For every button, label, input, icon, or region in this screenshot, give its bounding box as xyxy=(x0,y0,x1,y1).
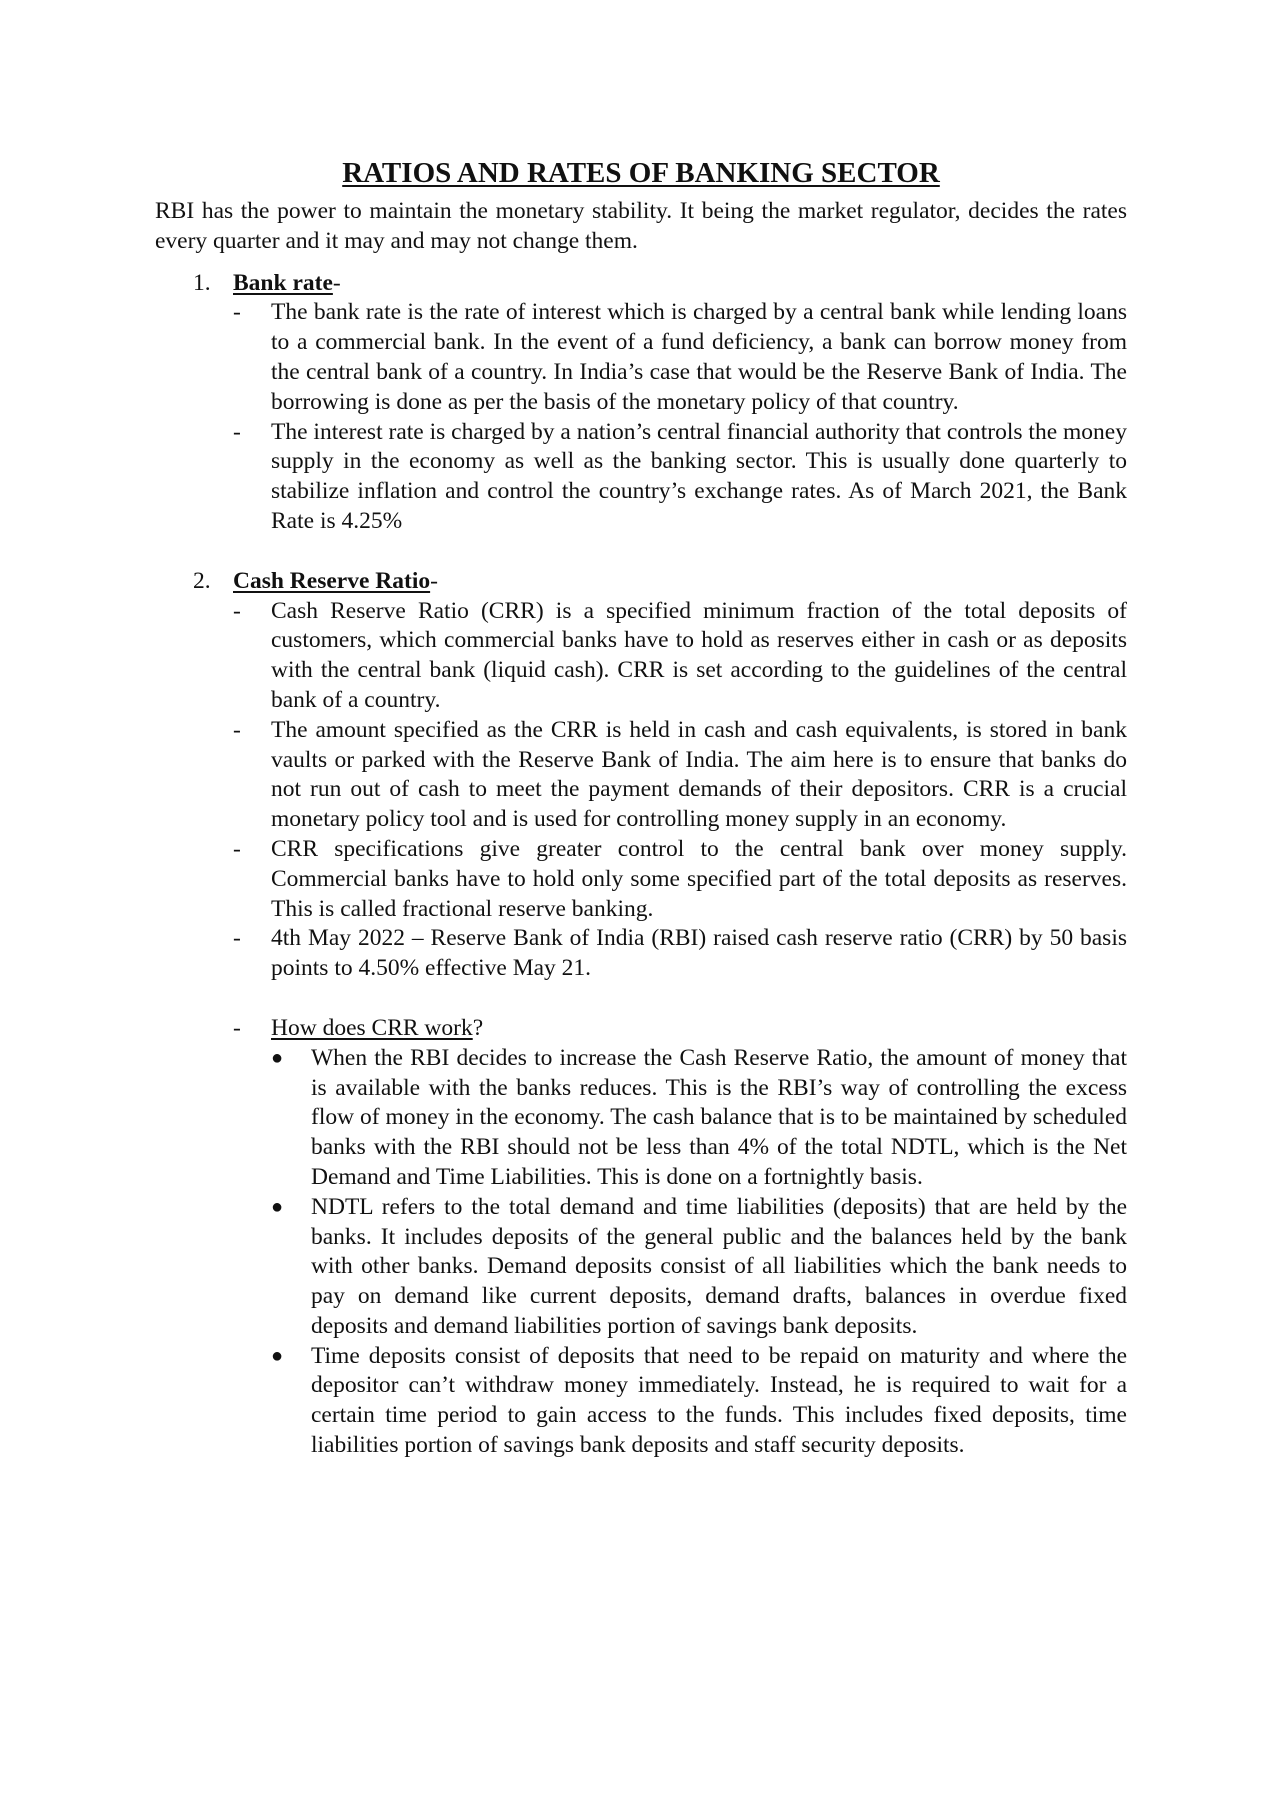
section-heading-row xyxy=(233,567,1127,597)
dash-item-text: Cash Reserve Ratio (CRR) is a specified minimum fraction of the total deposits of customers, which commercial banks have to hold as reserves either in cash or as deposits with the central bank (liquid cash). CRR is set according to the guidelines of the central bank of a country. xyxy=(271,597,1127,713)
bullet-icon: ● xyxy=(271,1046,284,1069)
bullet-item xyxy=(233,1044,1127,1193)
heading-suffix: - xyxy=(430,567,438,594)
dash-marker: - xyxy=(233,1014,241,1041)
dash-list xyxy=(233,298,1127,536)
dash-marker: - xyxy=(233,835,241,862)
dash-item xyxy=(233,835,1127,924)
dash-item-text: The amount specified as the CRR is held in cash and cash equivalents, is stored in bank vaults or parked with the Reserve Bank of India. The aim here is to ensure that banks do not run out of cash to meet the payment demands of their depositors. CRR is a crucial monetary policy tool and is used for controlling money supply in an economy. xyxy=(271,716,1127,833)
document-page xyxy=(155,155,1127,1461)
dash-item xyxy=(233,924,1127,984)
bullet-icon: ● xyxy=(271,1195,284,1218)
bullet-item-text: Time deposits consist of deposits that need to be repaid on maturity and where the depositor can’t withdraw money immediately. Instead, he is required to wait for a certain time period to gain access to the funds. This includes fixed deposits, time liabilities portion of savings bank deposits and staff security deposits. xyxy=(311,1342,1127,1459)
dash-item-text: 4th May 2022 – Reserve Bank of India (RBI) raised cash reserve ratio (CRR) by 50 basis points to 4.50% effective May 21. xyxy=(271,925,1127,982)
section-cash-reserve-ratio xyxy=(155,567,1127,1461)
document-title: RATIOS AND RATES OF BANKING SECTOR xyxy=(342,157,940,189)
dash-item xyxy=(233,418,1127,537)
dash-item xyxy=(233,716,1127,835)
section-number: 2. xyxy=(193,567,211,594)
section-bank-rate xyxy=(155,269,1127,537)
subsection-how-crr-works xyxy=(233,1014,1127,1044)
bullet-item-text: When the RBI decides to increase the Cash Reserve Ratio, the amount of money that is available with the banks reduces. This is the RBI’s way of controlling the excess flow of money in the economy. The cash balance that is to be maintained by scheduled banks with the RBI should not be less than 4% of the total NDTL, which is the Net Demand and Time Liabilities. This is done on a fortnightly basis. xyxy=(311,1044,1127,1190)
dash-item xyxy=(233,298,1127,417)
section-list xyxy=(155,269,1127,1461)
section-heading: Bank rate xyxy=(233,269,333,296)
dash-list xyxy=(233,597,1127,1044)
section-heading-row xyxy=(233,269,1127,299)
dash-item-text: CRR specifications give greater control to the central bank over money supply. Commercial banks have to hold only some specified part of the total deposits as reserves. This is called fractional reserve banking. xyxy=(271,835,1127,922)
bullet-item xyxy=(233,1193,1127,1342)
subsection-heading-suffix: ? xyxy=(472,1014,484,1041)
intro-paragraph: RBI has the power to maintain the monetary stability. It being the market regulator, decides the rates every quarter and it may and may not change them. xyxy=(155,198,1127,254)
bullet-item-text: NDTL refers to the total demand and time liabilities (deposits) that are held by the banks. It includes deposits of the general public and the balances held by the bank with other banks. Demand deposits consist of all liabilities which the bank needs to pay on demand like current deposits, demand drafts, balances in overdue fixed deposits and demand liabilities portion of savings bank deposits. xyxy=(311,1193,1127,1339)
dash-marker: - xyxy=(233,418,241,445)
subsection-heading: How does CRR work xyxy=(271,1014,473,1041)
section-heading: Cash Reserve Ratio xyxy=(233,567,431,594)
dash-item-text: The bank rate is the rate of interest which is charged by a central bank while lending loans to a commercial bank. In the event of a fund deficiency, a bank can borrow money from the central bank of a country. In India’s case that would be the Reserve Bank of India. The borrowing is done as per the basis of the monetary policy of that country. xyxy=(271,299,1127,415)
dash-marker: - xyxy=(233,716,241,743)
heading-suffix: - xyxy=(332,269,341,296)
bullet-icon: ● xyxy=(271,1344,284,1367)
bullet-item xyxy=(233,1342,1127,1461)
dash-item xyxy=(233,597,1127,716)
dash-marker: - xyxy=(233,925,241,952)
bullet-list xyxy=(233,1044,1127,1461)
dash-item-text: The interest rate is charged by a nation’s central financial authority that controls the money supply in the economy as well as the banking sector. This is usually done quarterly to stabilize inflation and control the country’s exchange rates. As of March 2021, the Bank Rate is 4.25% xyxy=(271,418,1127,534)
dash-marker: - xyxy=(233,299,241,326)
dash-marker: - xyxy=(233,597,241,624)
section-number: 1. xyxy=(193,269,211,296)
